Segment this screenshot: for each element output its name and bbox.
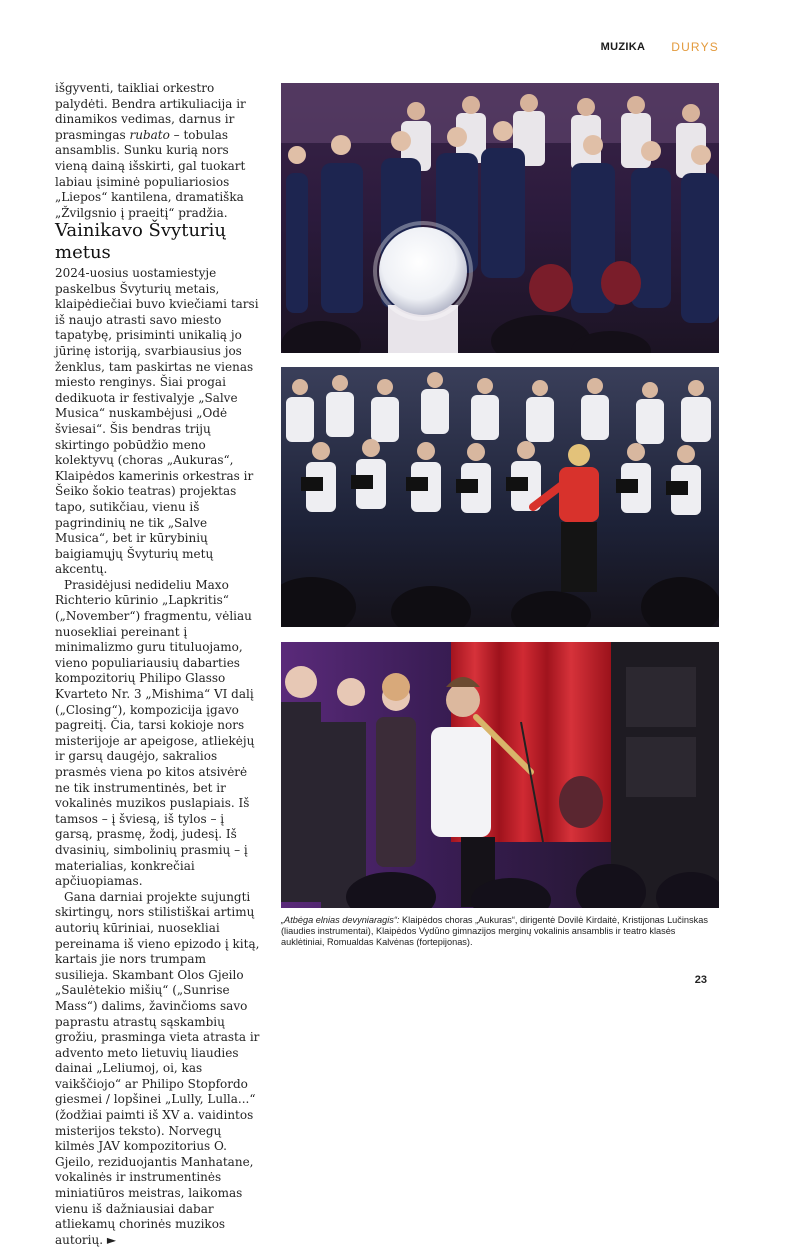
page-number: 23: [694, 974, 707, 986]
choir-photo-sphere: [281, 83, 719, 353]
photo-caption: [281, 915, 719, 948]
paragraph: Gana darniai projekte sujungti skirtingų, nors stilistiškai artimų autorių kūriniai, nuosekliai pereinama iš vieno epizodo į kitą, kartais jie nors trumpam susilieja. Skambant Olos Gjeilo „Saulėtekio mišių“ („Sunrise Mass“) dalims, žavinčioms savo paprastu atrastų sąskambių grožiu, prasminga vieta atrasta ir advento meto lietuvių liaudies dainai „Leliumoj, oi, kas vaikščiojo“ ar Philipo Stopfordo giesmei / lopšinei „Lully, Lulla...“ (žodžiai paimti iš XV a. vaidintos misterijos teksto). Norvegų kilmės JAV kompozitorius O. Gjeilo, reziduojantis Manhatane, vokalinės ir instrumentinės miniatiūros meistras, laikomas vienu iš dažniausiai dabar atliekamų chorinės muzikos autorių. ►: [55, 889, 260, 1247]
magazine-brand: DURYS: [671, 40, 719, 54]
intro-paragraph: išgyventi, taikliai orkestro palydėti. Bendra artikuliacija ir dinamikos vedimas, darnus ir prasmingas rubato – tobulas ansamblis. Sunku kurią nors vieną dainą išskirti, gal tuokart labiau įsiminė populiariosios „Liepos“ kantilena, dramatiška „Žvilgsnio į praeitį“ pradžia.: [55, 81, 246, 220]
article-body: [55, 266, 263, 1248]
paragraph: 2024-uosius uostamiestyje paskelbus Švyturių metais, klaipėdiečiai buvo kviečiami tarsi iš naujo atrasti savo miesto tapatybę, prisiminti unikalią jo jūrinę istoriją, svarbiausius jos ženklus, tam paskirtas ne vienas miesto renginys. Šiai progai dedikuota ir festivalyje „Salve Musica“ nuskambėjusi „Odė šviesai“. Šis bendras trijų skirtingo pobūdžio meno kolektyvų (choras „Aukuras“, Klaipėdos kamerinis orkestras ir Šeiko šokio teatras) projektas tapo, sutikčiau, vienu iš pagrindinių ne tik „Salve Musica“, bet ir kūrybinių baigiamųjų Švyturių metų akcentų.: [55, 266, 259, 577]
page-header: [601, 40, 719, 54]
paragraph: Prasidėjusi nedideliu Maxo Richterio kūrinio „Lapkritis“ („November“) fragmentu, vėliau nuosekliai pereinant į minimalizmo guru tituluojamo, vieno populiariausių dabarties kompozitorių Philipo Glasso Kvarteto Nr. 3 „Mishima“ VI dalį („Closing“), kompozicija įgavo pagreitį. Čia, tarsi kokioje nors misterijoje ar apeigose, atliekėjų ir garsų daugėjo, sakralios prasmės viena po kitos atsivėrė ne tik instrumentinės, bet ir vokalinės muzikos puslapiais. Iš tamsos – į šviesą, iš tylos – į garsą, prasmę, žodį, judesį. Iš dvasinių, simbolinių prasmių – į materialias, konkrečiai apčiuopiamas.: [55, 577, 255, 889]
choir-photo-conductor: [281, 367, 719, 627]
folk-instrument-performance-photo: [281, 642, 719, 908]
section-label: MUZIKA: [600, 41, 646, 53]
caption-text: Klaipėdos choras „Aukuras“, dirigentė Dovilė Kirdaitė, Kristijonas Lučinskas (liaudies instrumentai), Klaipėdos Vydūno gimnazijos merginų vokalinis ansamblis ir teatro klasės auklėtiniai, Romualdas Kalvėnas (fortepijonas).: [281, 915, 708, 947]
article-subheading: Vainikavo Švyturių metus: [55, 220, 226, 263]
caption-title: „Atbėga elnias devyniaragis“:: [281, 915, 400, 925]
